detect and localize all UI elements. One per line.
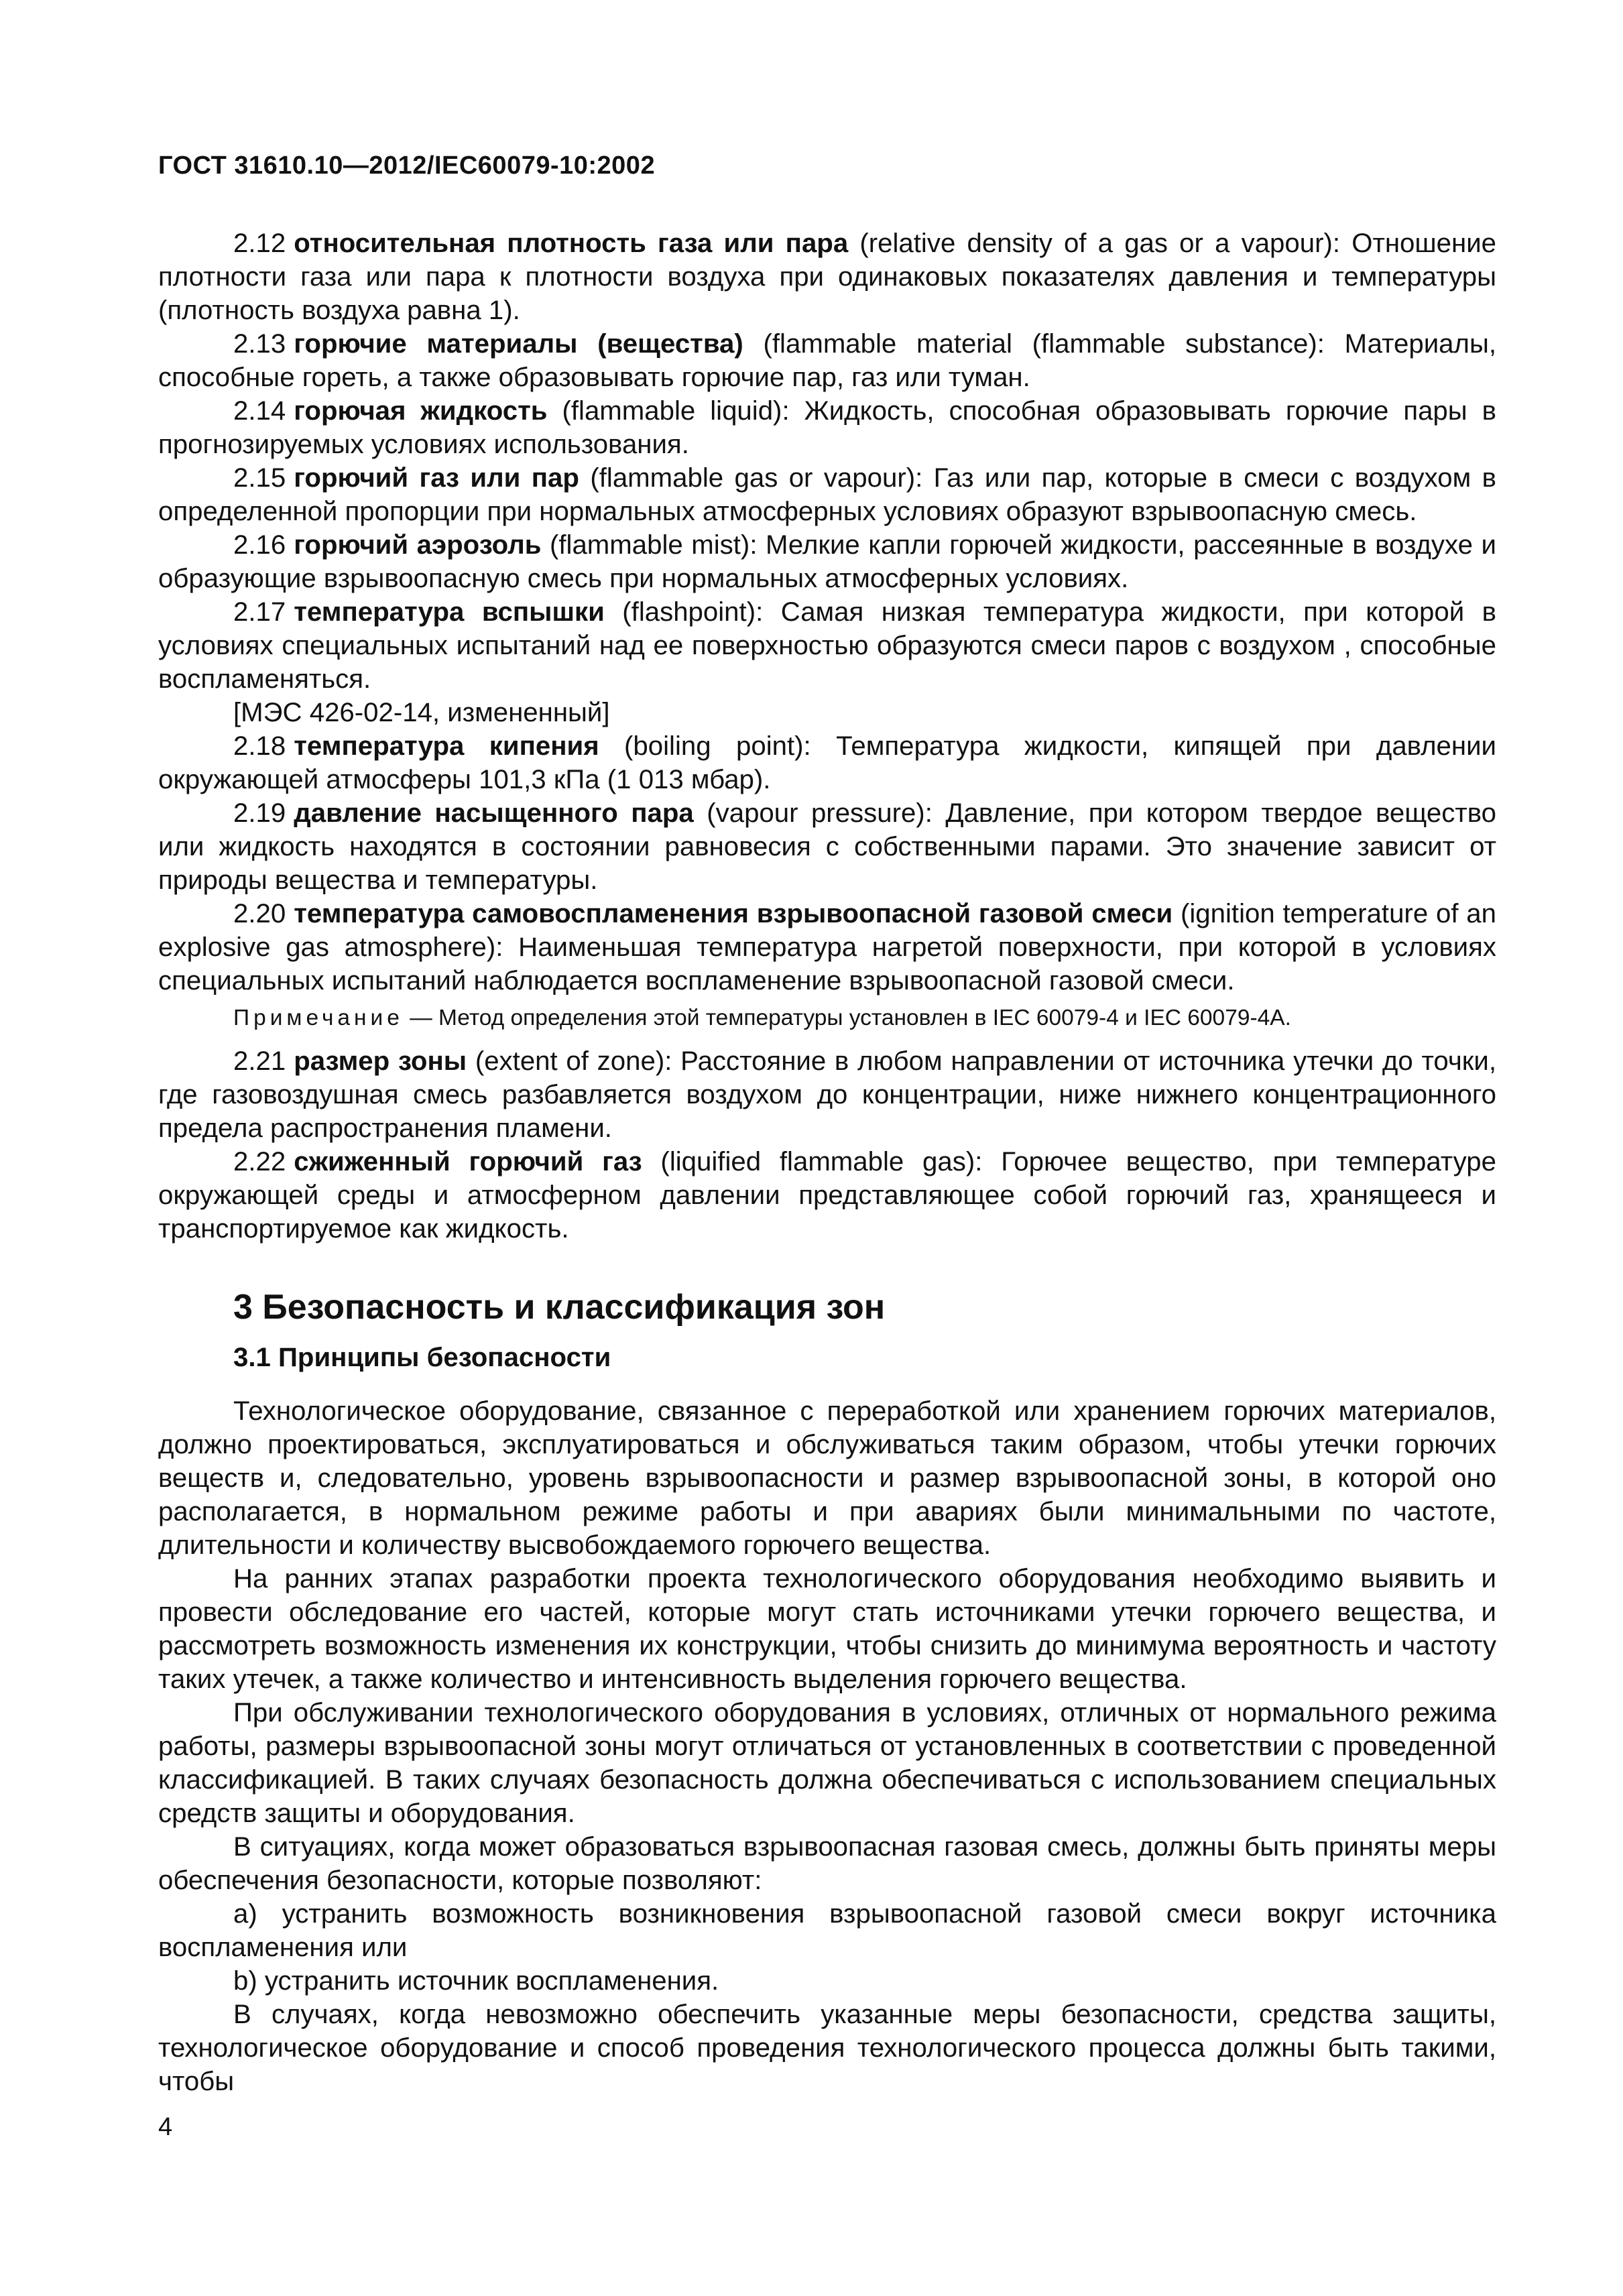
- definition-term: горючий аэрозоль: [294, 530, 542, 560]
- definition-text: (ignition temperature of an explosive gas atmosphere): Наименьшая температура нагретой поверхности, при которой в условиях специальных испытаний наблюдается воспламенение взрывоопасной газовой смеси.: [158, 898, 1496, 995]
- reference-note: [МЭС 426-02-14, измененный]: [233, 697, 610, 727]
- definition-term: горючая жидкость: [294, 396, 548, 426]
- definition-number: 2.14: [233, 396, 286, 426]
- definition-number: 2.19: [233, 798, 286, 828]
- definition-term: относительная плотность газа или пара: [294, 228, 849, 258]
- definition-2-22: [158, 1145, 1496, 1246]
- definition-number: 2.15: [233, 463, 286, 493]
- definition-term: давление насыщенного пара: [294, 798, 694, 828]
- definition-term: горючие материалы (вещества): [294, 328, 743, 359]
- definition-2-18: [158, 729, 1496, 796]
- definition-2-12: [158, 227, 1496, 327]
- definition-text: (flashpoint): Самая низкая температура жидкости, при которой в условиях специальных испытаний над ее поверхностью образуются смеси паров с воздухом , способные воспламеняться.: [158, 597, 1496, 694]
- section-paragraph: Технологическое оборудование, связанное с переработкой или хранением горючих материалов, должно проектироваться, эксплуатироваться и обслуживаться таким образом, чтобы утечки горючих веществ и, следовательно, уровень взрывоопасности и размер взрывоопасной зоны, в которой оно располагается, в нормальном режиме работы и при авариях были минимальными по частоте, длительности и количеству высвобождаемого горючего вещества.: [158, 1396, 1496, 1560]
- definition-number: 2.13: [233, 328, 286, 359]
- definition-2-21: [158, 1044, 1496, 1145]
- note-label: Примечание: [233, 1006, 404, 1030]
- definition-2-16: [158, 528, 1496, 595]
- definition-number: 2.18: [233, 731, 286, 761]
- definition-text: (flammable material (flammable substance): Материалы, способные гореть, а также образовывать горючие пар, газ или туман.: [158, 328, 1496, 392]
- page-number: 4: [158, 2113, 173, 2141]
- subsection-title: 3.1 Принципы безопасности: [233, 1342, 611, 1372]
- definition-text: (boiling point): Температура жидкости, кипящей при давлении окружающей атмосферы 101,3 кПа (1 013 мбар).: [158, 731, 1496, 794]
- definition-number: 2.12: [233, 228, 286, 258]
- definition-text: (flammable gas or vapour): Газ или пар, которые в смеси с воздухом в определенной пропорции при нормальных атмосферных условиях образуют взрывоопасную смесь.: [158, 463, 1496, 526]
- definition-text: (liquified flammable gas): Горючее вещество, при температуре окружающей среды и атмосферном давлении представляющее собой горючий газ, хранящееся и транспортируемое как жидкость.: [158, 1146, 1496, 1244]
- definition-term: температура самовоспламенения взрывоопасной газовой смеси: [294, 898, 1173, 928]
- definition-number: 2.17: [233, 597, 286, 627]
- definition-term: горючий газ или пар: [294, 463, 579, 493]
- definition-text: (vapour pressure): Давление, при котором твердое вещество или жидкость находятся в состоянии равновесия с собственными парами. Это значение зависит от природы вещества и температуры.: [158, 798, 1496, 895]
- section-paragraph: В ситуациях, когда может образоваться взрывоопасная газовая смесь, должны быть приняты меры обеспечения безопасности, которые позволяют:: [158, 1831, 1496, 1895]
- definition-2-15: [158, 461, 1496, 528]
- definition-text: (flammable mist): Мелкие капли горючей жидкости, рассеянные в воздухе и образующие взрывоопасную смесь при нормальных атмосферных условиях.: [158, 530, 1496, 593]
- definition-2-19: [158, 796, 1496, 897]
- note: [158, 1003, 1496, 1034]
- definition-term: размер зоны: [294, 1046, 467, 1076]
- definition-2-13: [158, 327, 1496, 394]
- list-item-b: b) устранить источник воспламенения.: [233, 1966, 719, 1996]
- definition-number: 2.20: [233, 898, 286, 928]
- note-text: — Метод определения этой температуры установлен в IEC 60079-4 и IEC 60079-4A.: [403, 1006, 1291, 1030]
- section-title: 3 Безопасность и классификация зон: [233, 1288, 886, 1327]
- definition-term: температура кипения: [294, 731, 599, 761]
- definition-2-20: [158, 897, 1496, 998]
- definition-text: (extent of zone): Расстояние в любом направлении от источника утечки до точки, где газовоздушная смесь разбавляется воздухом до концентрации, ниже нижнего концентрационного предела распространения пламени.: [158, 1046, 1496, 1143]
- definition-term: сжиженный горючий газ: [294, 1146, 642, 1176]
- definition-text: (flammable liquid): Жидкость, способная образовывать горючие пары в прогнозируемых условиях использования.: [158, 396, 1497, 459]
- section-paragraph: На ранних этапах разработки проекта технологического оборудования необходимо выявить и провести обследование его частей, которые могут стать источниками утечки горючего вещества, и рассмотреть возможность изменения их конструкции, чтобы снизить до минимума вероятность и частоту таких утечек, а также количество и интенсивность выделения горючего вещества.: [158, 1563, 1496, 1694]
- definition-2-14: [158, 394, 1496, 461]
- document-header: ГОСТ 31610.10—2012/IEC60079-10:2002: [158, 152, 656, 180]
- definition-number: 2.22: [233, 1146, 286, 1176]
- definition-2-17: [158, 595, 1496, 696]
- definition-term: температура вспышки: [294, 597, 605, 627]
- list-item-a: a) устранить возможность возникновения взрывоопасной газовой смеси вокруг источника воспламенения или: [158, 1898, 1496, 1962]
- document-body: [158, 227, 1496, 2098]
- definition-text: (relative density of a gas or a vapour): Отношение плотности газа или пара к плотности воздуха при одинаковых показателях давления и температуры (плотность воздуха равна 1).: [158, 228, 1496, 325]
- definition-number: 2.16: [233, 530, 286, 560]
- section-paragraph: При обслуживании технологического оборудования в условиях, отличных от нормального режима работы, размеры взрывоопасной зоны могут отличаться от установленных в соответствии с проведенной классификацией. В таких случаях безопасность должна обеспечиваться с использованием специальных средств защиты и оборудования.: [158, 1697, 1496, 1828]
- section-paragraph: В случаях, когда невозможно обеспечить указанные меры безопасности, средства защиты, технологическое оборудование и способ проведения технологического процесса должны быть такими, чтобы: [158, 1999, 1496, 2096]
- definition-number: 2.21: [233, 1046, 286, 1076]
